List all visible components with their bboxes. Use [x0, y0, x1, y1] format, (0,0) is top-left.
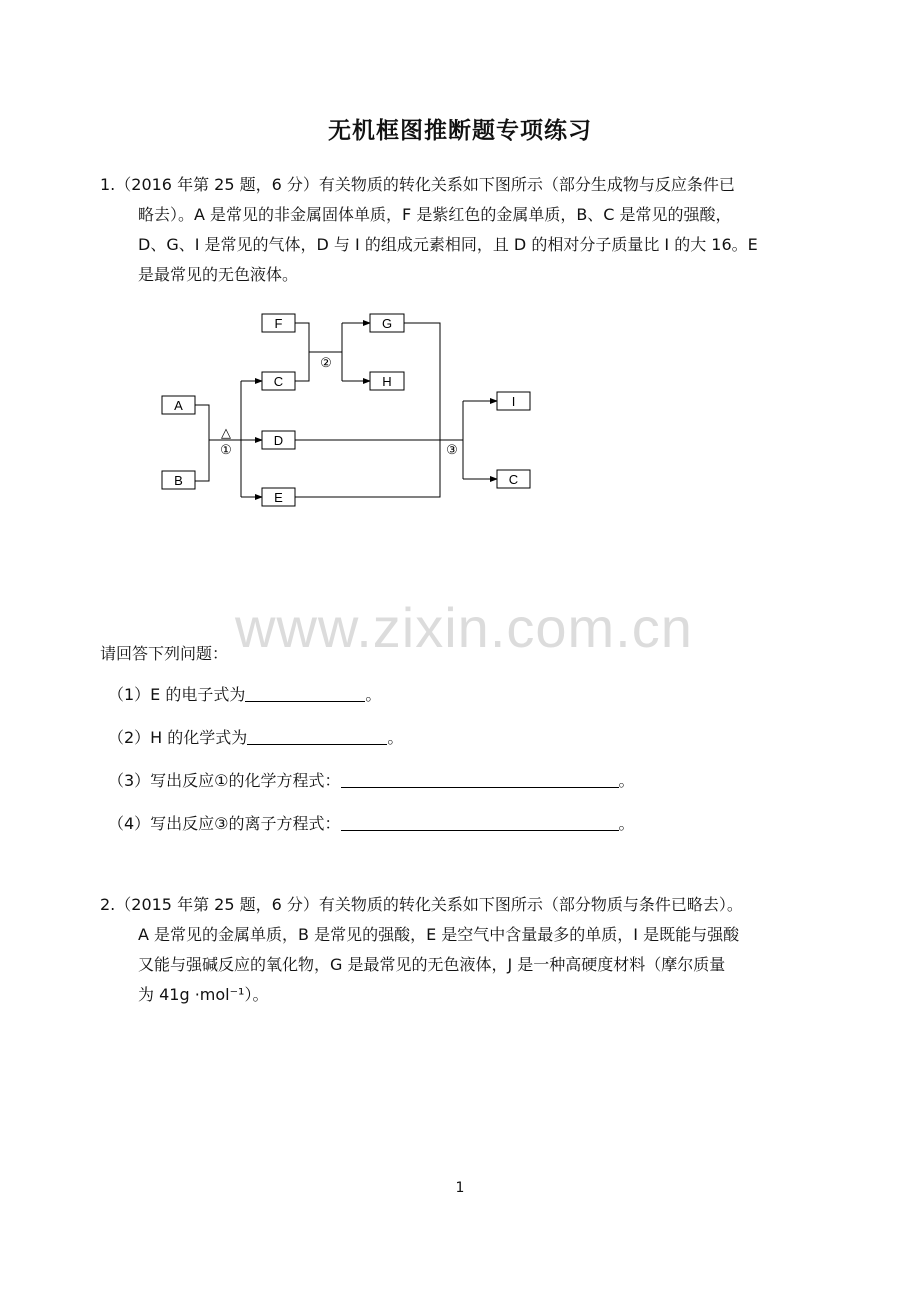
question-1-line-4: 是最常见的无色液体。	[138, 265, 299, 284]
reaction-flow-diagram	[0, 0, 920, 540]
heat-symbol: △	[221, 425, 231, 440]
box-G	[370, 314, 404, 332]
question-2-line-3: 又能与强碱反应的氧化物，G 是最常见的无色液体，J 是一种高硬度材料（摩尔质量	[138, 955, 726, 974]
question-1-number: 1.	[100, 175, 116, 194]
answer-blank-2[interactable]	[247, 726, 387, 745]
box-D	[262, 431, 295, 449]
box-I	[497, 392, 530, 410]
question-1-line-2: 略去）。A 是常见的非金属固体单质，F 是紫红色的金属单质，B、C 是常见的强酸，	[138, 205, 732, 224]
box-C-upper	[262, 372, 295, 390]
box-B	[162, 471, 195, 489]
answer-blank-4[interactable]	[341, 812, 619, 831]
answer-blank-3[interactable]	[341, 769, 619, 788]
svg-text:F: F	[274, 316, 283, 331]
svg-text:C: C	[508, 472, 519, 487]
sub-question-3: （3）写出反应①的化学方程式： 。	[108, 771, 635, 790]
box-F	[262, 314, 295, 332]
sub-question-2: （2）H 的化学式为 。	[108, 728, 404, 747]
svg-text:H: H	[382, 374, 392, 389]
question-2-line-4: 为 41g ·mol⁻¹）。	[138, 985, 269, 1004]
question-1-line-3: D、G、I 是常见的气体，D 与 I 的组成元素相同，且 D 的相对分子质量比 I 的大 16。E	[138, 235, 758, 254]
question-1-line-1: 1.（2016 年第 25 题，6 分）有关物质的转化关系如下图所示（部分生成物与反应条件已	[100, 170, 825, 200]
reaction-1-label: ①	[220, 442, 232, 457]
question-2-line-1: 2.（2015 年第 25 题，6 分）有关物质的转化关系如下图所示（部分物质与条件已略去）。	[100, 890, 840, 920]
page-number: 1	[455, 1180, 465, 1196]
svg-text:A: A	[174, 398, 183, 413]
sub-question-4: （4）写出反应③的离子方程式： 。	[108, 814, 635, 833]
question-2-line-2: A 是常见的金属单质，B 是常见的强酸，E 是空气中含量最多的单质，I 是既能与强酸	[138, 925, 740, 944]
svg-text:B: B	[174, 473, 183, 488]
reaction-3-label: ③	[446, 442, 458, 457]
reaction-2-label: ②	[320, 355, 332, 370]
watermark: www.zixin.com.cn	[235, 596, 693, 659]
question-2-number: 2.	[100, 895, 116, 914]
box-A	[162, 396, 195, 414]
box-H	[370, 372, 404, 390]
svg-text:C: C	[273, 374, 284, 389]
svg-text:I: I	[511, 394, 516, 409]
answer-blank-1[interactable]	[245, 683, 365, 702]
svg-text:E: E	[274, 490, 283, 505]
sub-question-1: （1）E 的电子式为 。	[108, 685, 382, 704]
questions-intro: 请回答下列问题：	[100, 644, 229, 663]
box-C-lower	[497, 470, 530, 488]
svg-text:D: D	[273, 433, 284, 448]
question-2-stem	[100, 890, 840, 1010]
page-title: 无机框图推断题专项练习	[328, 118, 592, 144]
box-E	[262, 488, 295, 506]
svg-text:G: G	[381, 316, 393, 331]
